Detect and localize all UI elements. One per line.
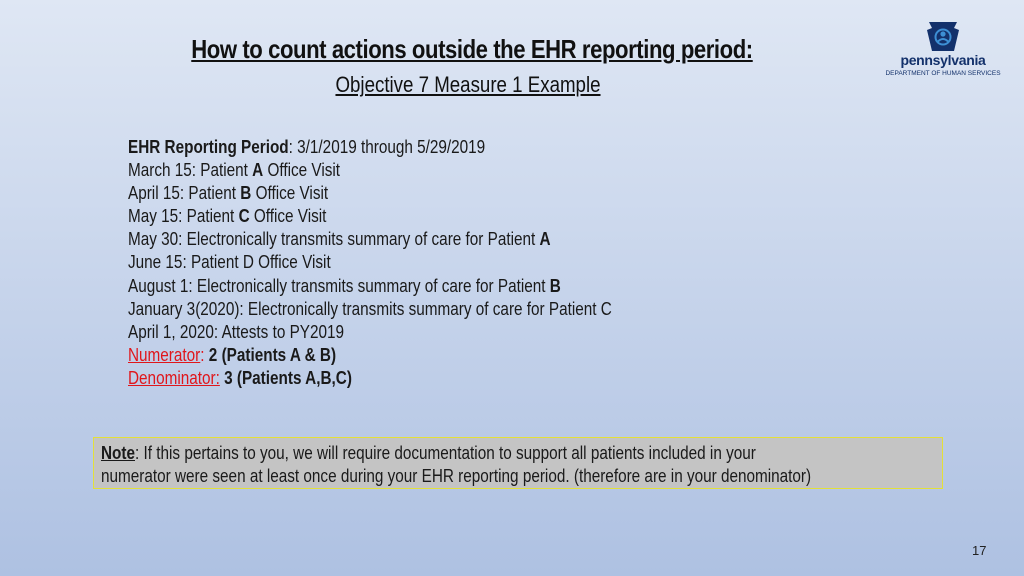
page-number: 17 [972, 543, 987, 558]
april-visit-line [128, 182, 672, 205]
logo-department: DEPARTMENT OF HUMAN SERVICES [885, 70, 1001, 77]
denominator-line [128, 367, 672, 390]
may30-transmit-line [128, 228, 672, 251]
may-text: May 15: Patient [128, 206, 239, 227]
numerator-line [128, 344, 672, 367]
may-visit: Office Visit [249, 206, 327, 227]
numerator-colon: : [200, 344, 205, 365]
august-text: August 1: Electronically transmits summary of care for Patient [128, 275, 550, 296]
june-visit-line: June 15: Patient D Office Visit [128, 252, 331, 273]
slide-title: How to count actions outside the EHR reporting period: [191, 34, 753, 64]
note-label: Note [101, 443, 135, 463]
slide-subtitle: Objective 7 Measure 1 Example [335, 72, 601, 97]
reporting-period-line [128, 136, 672, 159]
august-patient: B [549, 275, 561, 296]
note-box [93, 437, 943, 489]
note-text-1: : If this pertains to you, we will require documentation to support all patients included in your [135, 443, 756, 463]
pennsylvania-dhs-logo [884, 20, 1004, 82]
attest-line: April 1, 2020: Attests to PY2019 [128, 321, 345, 342]
august-transmit-line [128, 275, 672, 298]
may30-text: May 30: Electronically transmits summary of care for Patient [128, 229, 540, 250]
may-visit-line [128, 205, 672, 228]
march-patient: A [252, 160, 264, 181]
denominator-label: Denominator: [128, 367, 220, 388]
april-visit: Office Visit [251, 183, 329, 204]
example-timeline [128, 136, 768, 390]
january-transmit-line: January 3(2020): Electronically transmits summary of care for Patient C [128, 298, 612, 319]
period-label: EHR Reporting Period [128, 137, 289, 157]
april-patient: B [240, 183, 252, 204]
march-text: March 15: Patient [128, 160, 253, 181]
keystone-icon [926, 20, 960, 52]
march-visit-line [128, 159, 672, 182]
may-patient: C [238, 206, 250, 227]
period-value: : 3/1/2019 through 5/29/2019 [288, 137, 486, 157]
numerator-label: Numerator [128, 344, 201, 365]
logo-name: pennsylvania [900, 52, 986, 68]
march-visit: Office Visit [263, 160, 341, 181]
denominator-value: 3 (Patients A,B,C) [224, 367, 352, 388]
may30-patient: A [539, 229, 551, 250]
note-line-2: numerator were seen at least once during your EHR reporting period. (therefore are in your denominator) [101, 466, 812, 486]
note-line-1 [101, 442, 816, 465]
april-text: April 15: Patient [128, 183, 241, 204]
numerator-value: 2 (Patients A & B) [208, 344, 337, 365]
